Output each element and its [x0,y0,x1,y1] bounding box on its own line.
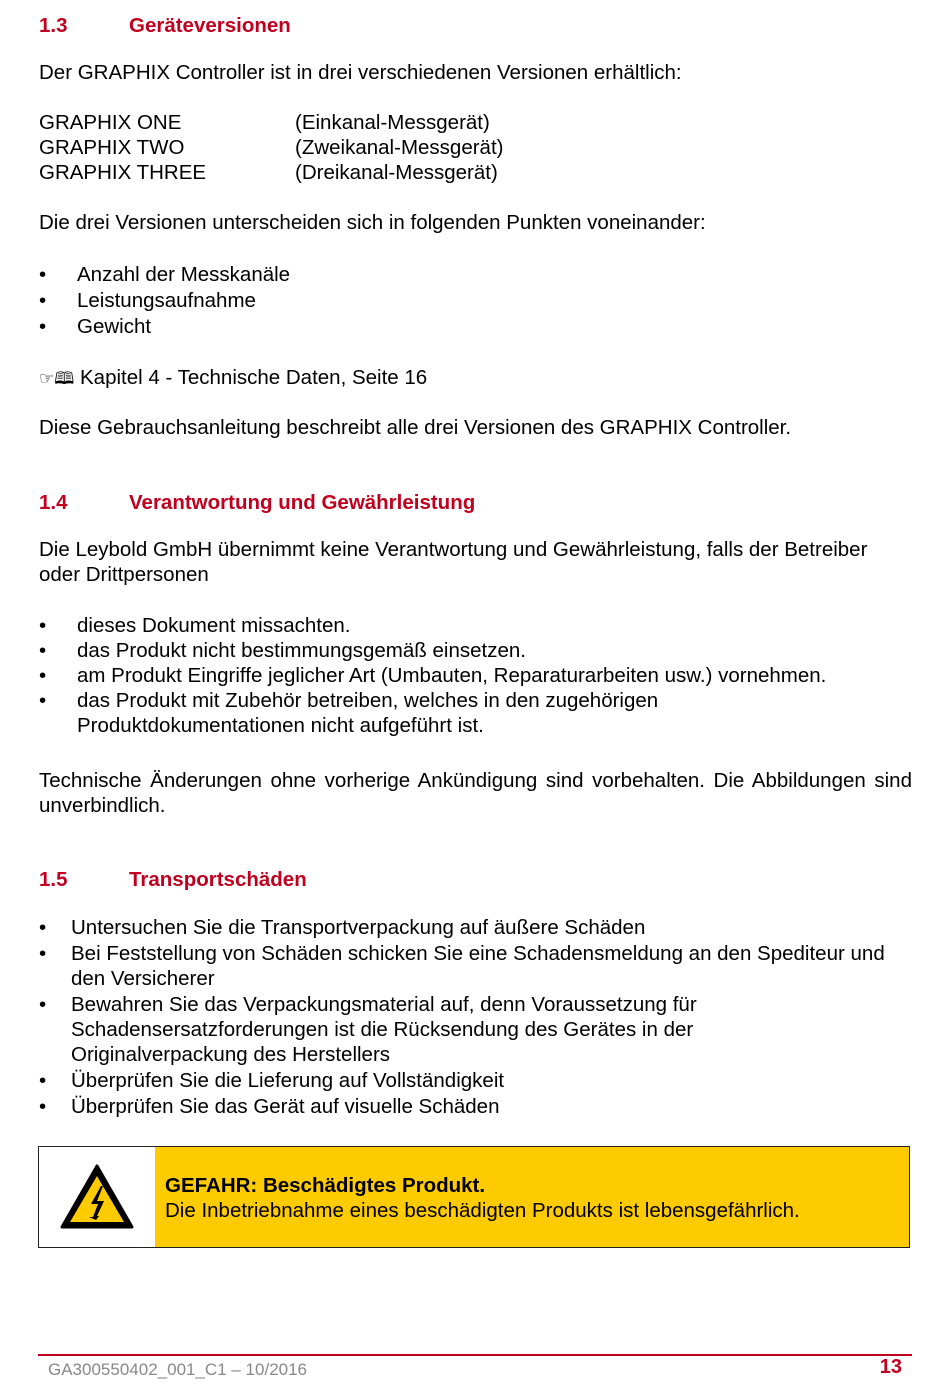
list-item [39,288,912,314]
footer-divider [38,1354,912,1356]
paragraph-liability-closing: Technische Änderungen ohne vorherige Ankündigung sind vorbehalten. Die Abbildungen sind unverbindlich. [39,769,912,817]
list-item-text: Gewicht [77,315,152,338]
list-item-text: Untersuchen Sie die Transportverpackung auf äußere Schäden [71,916,646,939]
bullet: • [39,614,47,637]
bullet: • [39,993,47,1016]
bullet: • [39,1069,47,1092]
version-description: (Einkanal-Messgerät) [295,111,490,134]
list-item [39,1067,912,1093]
version-name: GRAPHIX TWO [39,136,185,159]
list-item [39,688,717,738]
list-item-text: Überprüfen Sie das Gerät auf visuelle Schäden [71,1095,500,1118]
list-item-text: Bei Feststellung von Schäden schicken Sie eine Schadensmeldung an den Spediteur und den Versicherer [71,942,885,990]
version-row [39,135,912,160]
paragraph-liability-intro: Die Leybold GmbH übernimmt keine Verantwortung und Gewährleistung, falls der Betreiber oder Drittpersonen [39,538,868,586]
pointing-hand-book-icon: ☞🕮 [39,369,75,389]
list-item-text: Bewahren Sie das Verpackungsmaterial auf, denn Voraussetzung für Schadensersatzforderungen ist die Rücksendung des Gerätes in der Originalverpackung des Herstellers [71,993,697,1066]
differences-list [39,262,912,340]
section-number: 1.5 [39,868,68,891]
paragraph-versions-intro: Der GRAPHIX Controller ist in drei verschiedenen Versionen erhältlich: [39,61,682,84]
version-name: GRAPHIX THREE [39,161,207,184]
danger-notice [38,1146,910,1248]
list-item [39,314,912,340]
list-item-text: das Produkt nicht bestimmungsgemäß einsetzen. [77,639,526,662]
list-item-text: Anzahl der Messkanäle [77,263,291,286]
version-row [39,160,912,185]
list-item-text: Überprüfen Sie die Lieferung auf Vollständigkeit [71,1069,505,1092]
section-title: Verantwortung und Gewährleistung [129,491,476,514]
version-description: (Zweikanal-Messgerät) [295,136,504,159]
bullet: • [39,916,47,939]
list-item [39,915,912,940]
list-item [39,663,912,688]
version-name: GRAPHIX ONE [39,111,182,134]
bullet: • [39,263,47,286]
liability-list [39,613,912,738]
list-item [39,991,771,1067]
bullet: • [39,639,47,662]
bullet: • [39,1095,47,1118]
cross-reference[interactable] [39,365,912,392]
paragraph-versions-closing: Diese Gebrauchsanleitung beschreibt alle drei Versionen des GRAPHIX Controller. [39,416,792,439]
cross-reference-text: Kapitel 4 - Technische Daten, Seite 16 [80,366,428,389]
section-number: 1.4 [39,491,68,514]
section-heading-1-4 [39,490,912,516]
version-row [39,110,912,135]
section-number: 1.3 [39,14,68,37]
bullet: • [39,689,47,712]
list-item [39,613,912,638]
bullet: • [39,289,47,312]
list-item [39,638,912,663]
list-item-text: dieses Dokument missachten. [77,614,351,637]
transport-damage-list [39,915,912,1119]
list-item [39,940,912,991]
section-title: Geräteversionen [129,14,291,37]
warning-icon-cell [39,1147,155,1247]
footer-document-number: GA300550402_001_C1 – 10/2016 [48,1360,308,1379]
list-item [39,262,912,288]
section-title: Transportschäden [129,868,307,891]
section-heading-1-3 [39,13,912,39]
versions-list [39,110,912,185]
warning-text: Die Inbetriebnahme eines beschädigten Produkts ist lebensgefährlich. [165,1199,800,1222]
bullet: • [39,942,47,965]
bullet: • [39,664,47,687]
list-item-text: das Produkt mit Zubehör betreiben, welches in den zugehörigen Produktdokumentationen nicht aufgeführt ist. [77,689,659,737]
list-item-text: am Produkt Eingriffe jeglicher Art (Umbauten, Reparaturarbeiten usw.) vornehmen. [77,664,827,687]
section-heading-1-5 [39,867,912,893]
paragraph-differences-intro: Die drei Versionen unterscheiden sich in folgenden Punkten voneinander: [39,211,706,234]
list-item-text: Leistungsaufnahme [77,289,256,312]
version-description: (Dreikanal-Messgerät) [295,161,498,184]
high-voltage-warning-icon [60,1164,134,1230]
page-number: 13 [879,1356,902,1378]
list-item [39,1093,912,1119]
warning-text-cell [155,1147,909,1247]
warning-title: GEFAHR: Beschädigtes Produkt. [165,1174,486,1197]
bullet: • [39,315,47,338]
